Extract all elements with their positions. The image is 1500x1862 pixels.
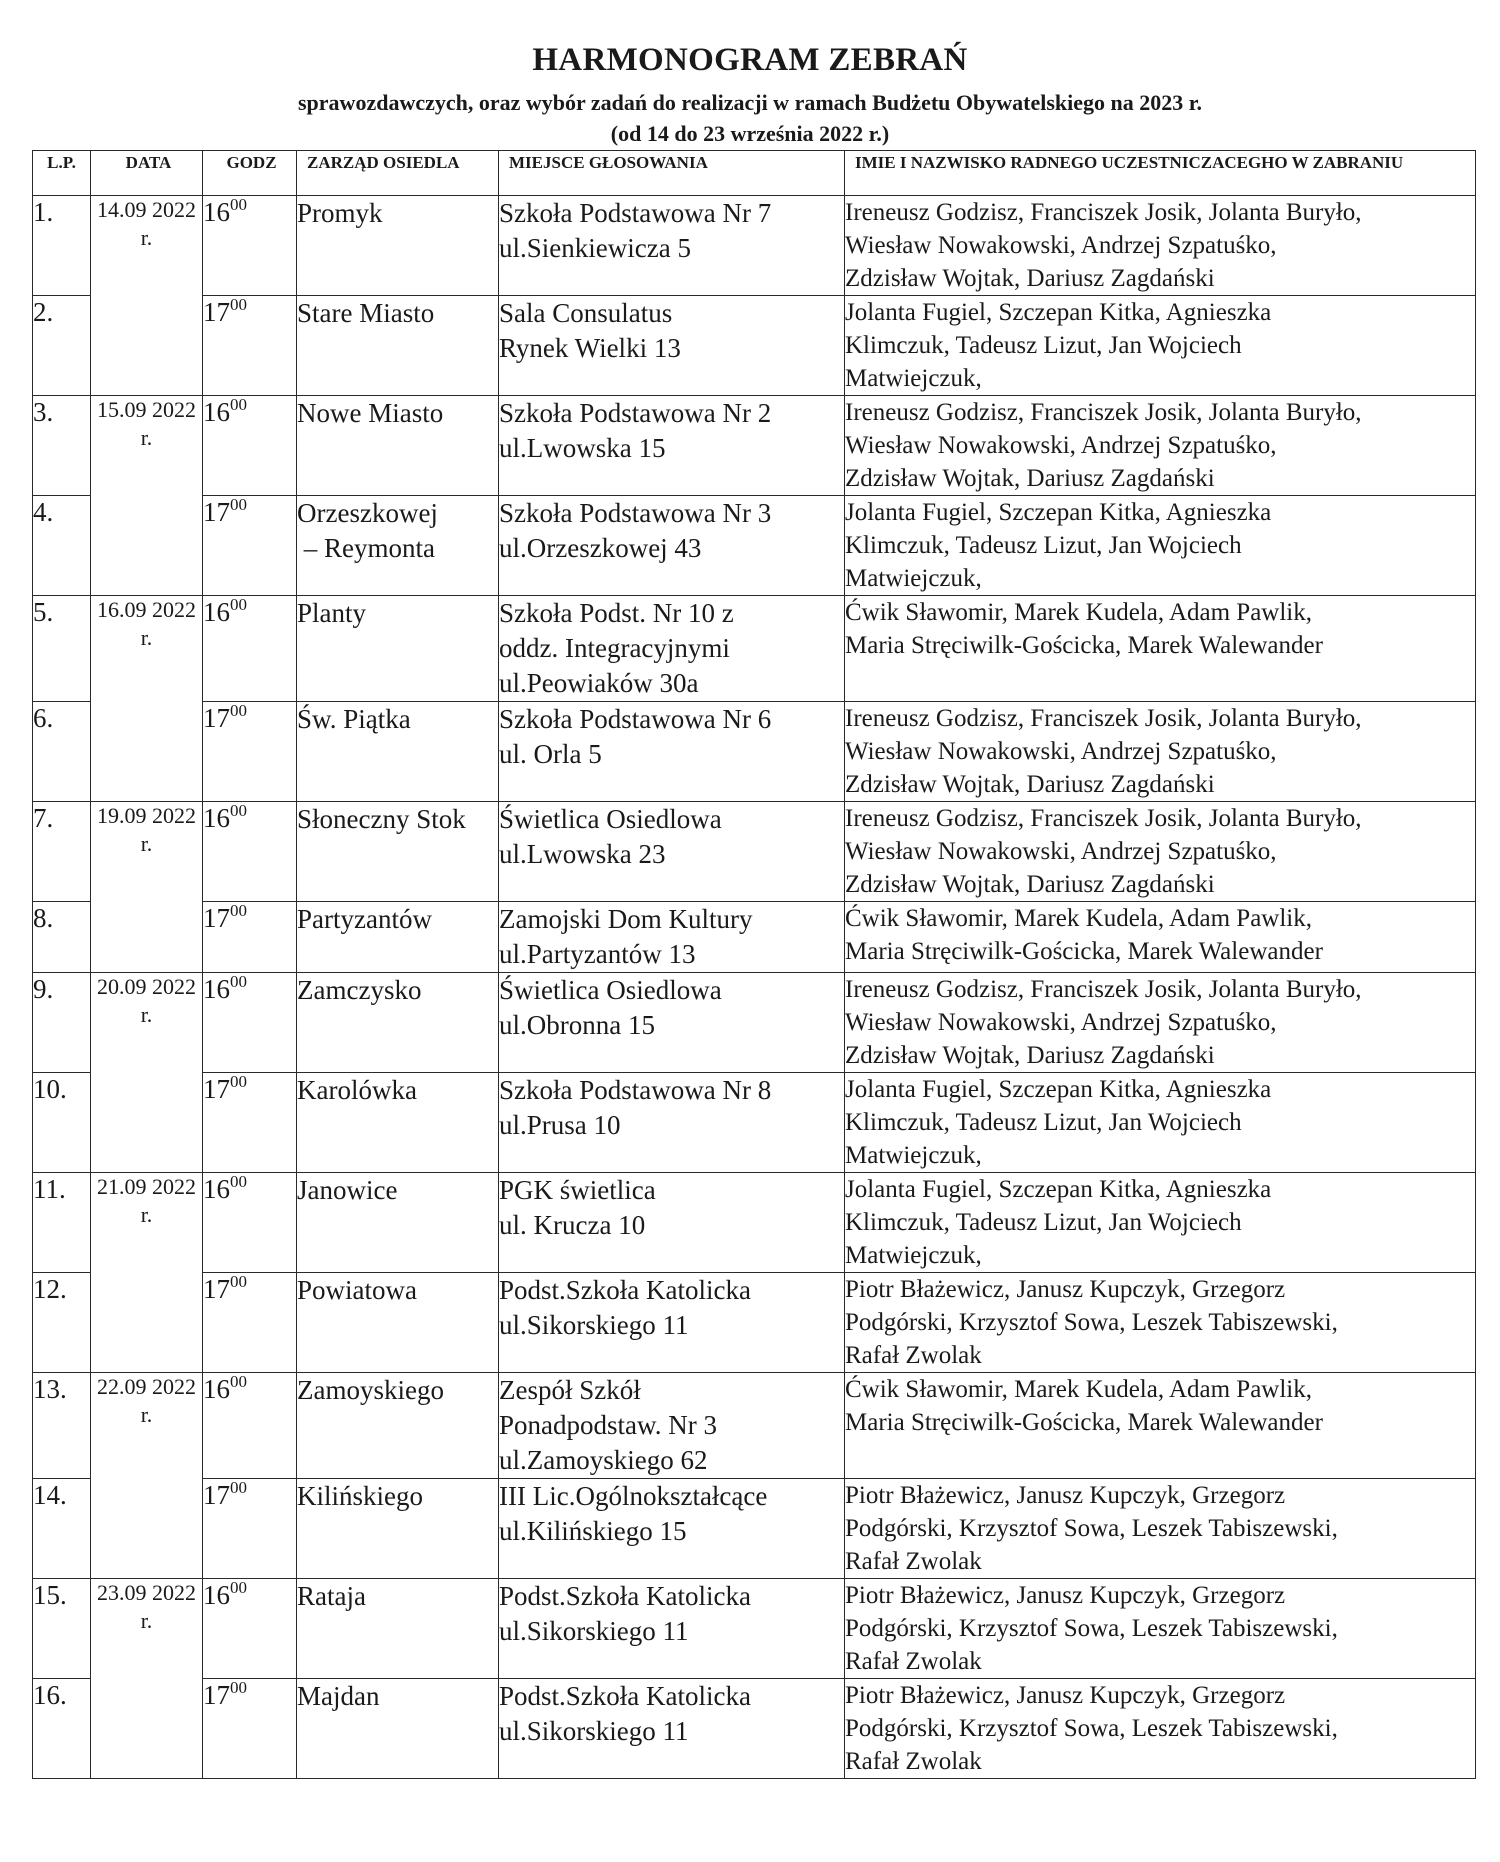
meeting-date: 20.09 2022 r. <box>91 973 203 1173</box>
councillors <box>845 1679 1476 1779</box>
voting-place-line: Szkoła Podstawowa Nr 2 <box>499 398 772 428</box>
board-name: Stare Miasto <box>297 296 499 396</box>
voting-place <box>499 396 845 496</box>
voting-place-line: PGK świetlica <box>499 1175 656 1205</box>
table-row <box>33 1679 1476 1779</box>
column-header-date: DATA <box>91 151 203 196</box>
voting-place-line: Szkoła Podst. Nr 10 z <box>499 598 734 628</box>
voting-place-line: Szkoła Podstawowa Nr 7 <box>499 198 772 228</box>
councillors-line: Matwiejczuk, <box>845 565 982 592</box>
row-number: 4. <box>33 496 91 596</box>
councillors-line: Ćwik Sławomir, Marek Kudela, Adam Pawlik, <box>845 1376 1312 1403</box>
table-row <box>33 1579 1476 1679</box>
meeting-date: 16.09 2022 r. <box>91 596 203 802</box>
column-header-board: ZARZĄD OSIEDLA <box>297 151 499 196</box>
meeting-date: 14.09 2022 r. <box>91 196 203 396</box>
table-row <box>33 1479 1476 1579</box>
table-row <box>33 1073 1476 1173</box>
councillors-line: Wiesław Nowakowski, Andrzej Szpatuśko, <box>845 432 1277 459</box>
voting-place-line: Sala Consulatus <box>499 298 673 328</box>
row-number: 10. <box>33 1073 91 1173</box>
time-hour: 17 <box>203 297 230 327</box>
row-number: 11. <box>33 1173 91 1273</box>
table-row <box>33 496 1476 596</box>
meeting-time <box>203 196 297 296</box>
row-number: 2. <box>33 296 91 396</box>
councillors-line: Rafał Zwolak <box>845 1648 982 1675</box>
table-row <box>33 702 1476 802</box>
board-name: Rataja <box>297 1579 499 1679</box>
councillors-line: Rafał Zwolak <box>845 1548 982 1575</box>
meeting-time <box>203 1173 297 1273</box>
councillors <box>845 196 1476 296</box>
councillors-line: Zdzisław Wojtak, Dariusz Zagdański <box>845 871 1215 898</box>
time-hour: 17 <box>203 1680 230 1710</box>
voting-place-line: ul.Orzeszkowej 43 <box>499 533 702 563</box>
time-hour: 16 <box>203 597 230 627</box>
voting-place <box>499 1173 845 1273</box>
time-minutes: 00 <box>230 1578 247 1597</box>
column-header-lp: L.P. <box>33 151 91 196</box>
meeting-time <box>203 1073 297 1173</box>
board-name: Słoneczny Stok <box>297 802 499 902</box>
councillors <box>845 802 1476 902</box>
councillors <box>845 1173 1476 1273</box>
voting-place-line: ul.Prusa 10 <box>499 1110 621 1140</box>
councillors-line: Wiesław Nowakowski, Andrzej Szpatuśko, <box>845 738 1277 765</box>
time-minutes: 00 <box>230 801 247 820</box>
time-hour: 16 <box>203 1174 230 1204</box>
row-number: 9. <box>33 973 91 1073</box>
time-hour: 17 <box>203 497 230 527</box>
councillors-line: Ireneusz Godzisz, Franciszek Josik, Jolanta Buryło, <box>845 805 1362 832</box>
voting-place-line: ul.Obronna 15 <box>499 1010 655 1040</box>
councillors-line: Podgórski, Krzysztof Sowa, Leszek Tabiszewski, <box>845 1515 1338 1542</box>
table-header-row <box>33 151 1476 196</box>
councillors-line: Jolanta Fugiel, Szczepan Kitka, Agnieszka <box>845 499 1272 526</box>
voting-place <box>499 702 845 802</box>
meeting-time <box>203 296 297 396</box>
voting-place-line: Szkoła Podstawowa Nr 6 <box>499 704 772 734</box>
table-row <box>33 596 1476 702</box>
board-name: Janowice <box>297 1173 499 1273</box>
voting-place-line: ul.Peowiaków 30a <box>499 668 699 698</box>
voting-place-line: ul.Zamoyskiego 62 <box>499 1445 708 1475</box>
voting-place-line: Szkoła Podstawowa Nr 8 <box>499 1075 772 1105</box>
councillors-line: Zdzisław Wojtak, Dariusz Zagdański <box>845 771 1215 798</box>
voting-place-line: Zespół Szkół <box>499 1375 641 1405</box>
time-minutes: 00 <box>230 1072 247 1091</box>
councillors-line: Wiesław Nowakowski, Andrzej Szpatuśko, <box>845 1009 1277 1036</box>
column-header-time: GODZ <box>203 151 297 196</box>
councillors-line: Klimczuk, Tadeusz Lizut, Jan Wojciech <box>845 1109 1242 1136</box>
voting-place <box>499 1679 845 1779</box>
row-number: 7. <box>33 802 91 902</box>
councillors-line: Matwiejczuk, <box>845 1142 982 1169</box>
voting-place <box>499 496 845 596</box>
voting-place-line: ul. Krucza 10 <box>499 1210 646 1240</box>
table-row <box>33 802 1476 902</box>
councillors <box>845 1479 1476 1579</box>
meeting-time <box>203 496 297 596</box>
board-name: Promyk <box>297 196 499 296</box>
table-row <box>33 973 1476 1073</box>
table-row <box>33 902 1476 973</box>
row-number: 16. <box>33 1679 91 1779</box>
time-minutes: 00 <box>230 1478 247 1497</box>
councillors-line: Klimczuk, Tadeusz Lizut, Jan Wojciech <box>845 332 1242 359</box>
voting-place-line: ul.Partyzantów 13 <box>499 939 696 969</box>
meeting-time <box>203 1273 297 1373</box>
voting-place-line: Podst.Szkoła Katolicka <box>499 1581 751 1611</box>
councillors-line: Maria Stręciwilk-Gościcka, Marek Walewander <box>845 1409 1323 1436</box>
councillors-line: Klimczuk, Tadeusz Lizut, Jan Wojciech <box>845 532 1242 559</box>
schedule-table <box>32 150 1476 1779</box>
voting-place <box>499 802 845 902</box>
councillors-line: Wiesław Nowakowski, Andrzej Szpatuśko, <box>845 838 1277 865</box>
councillors-line: Piotr Błażewicz, Janusz Kupczyk, Grzegorz <box>845 1682 1286 1709</box>
voting-place-line: Podst.Szkoła Katolicka <box>499 1681 751 1711</box>
voting-place-line: Rynek Wielki 13 <box>499 333 681 363</box>
voting-place-line: Świetlica Osiedlowa <box>499 975 722 1005</box>
time-minutes: 00 <box>230 972 247 991</box>
councillors-line: Maria Stręciwilk-Gościcka, Marek Walewander <box>845 938 1323 965</box>
meeting-time <box>203 973 297 1073</box>
meeting-time <box>203 702 297 802</box>
councillors <box>845 296 1476 396</box>
document-subtitle: sprawozdawczych, oraz wybór zadań do realizacji w ramach Budżetu Obywatelskiego na 2023 r. <box>298 90 1202 115</box>
board-name: Planty <box>297 596 499 702</box>
time-hour: 16 <box>203 1374 230 1404</box>
meeting-time <box>203 396 297 496</box>
voting-place-line: Ponadpodstaw. Nr 3 <box>499 1410 717 1440</box>
time-minutes: 00 <box>230 395 247 414</box>
councillors-line: Jolanta Fugiel, Szczepan Kitka, Agnieszka <box>845 1076 1272 1103</box>
councillors <box>845 973 1476 1073</box>
time-minutes: 00 <box>230 495 247 514</box>
voting-place-line: Szkoła Podstawowa Nr 3 <box>499 498 772 528</box>
councillors-line: Matwiejczuk, <box>845 1242 982 1269</box>
meeting-date: 23.09 2022 r. <box>91 1579 203 1779</box>
councillors-line: Jolanta Fugiel, Szczepan Kitka, Agnieszka <box>845 1176 1272 1203</box>
board-name: Partyzantów <box>297 902 499 973</box>
voting-place <box>499 196 845 296</box>
councillors <box>845 596 1476 702</box>
time-hour: 17 <box>203 1274 230 1304</box>
meeting-date: 19.09 2022 r. <box>91 802 203 973</box>
voting-place-line: ul.Lwowska 15 <box>499 433 666 463</box>
meeting-date: 21.09 2022 r. <box>91 1173 203 1373</box>
councillors <box>845 396 1476 496</box>
voting-place <box>499 973 845 1073</box>
time-hour: 16 <box>203 803 230 833</box>
meeting-date: 22.09 2022 r. <box>91 1373 203 1579</box>
voting-place-line: Podst.Szkoła Katolicka <box>499 1275 751 1305</box>
time-hour: 16 <box>203 974 230 1004</box>
board-name: Św. Piątka <box>297 702 499 802</box>
time-minutes: 00 <box>230 901 247 920</box>
time-hour: 16 <box>203 397 230 427</box>
voting-place <box>499 1479 845 1579</box>
councillors-line: Piotr Błażewicz, Janusz Kupczyk, Grzegorz <box>845 1276 1286 1303</box>
voting-place-line: ul.Sikorskiego 11 <box>499 1716 689 1746</box>
councillors-line: Rafał Zwolak <box>845 1748 982 1775</box>
time-hour: 17 <box>203 1480 230 1510</box>
voting-place <box>499 1373 845 1479</box>
councillors-line: Podgórski, Krzysztof Sowa, Leszek Tabiszewski, <box>845 1615 1338 1642</box>
councillors-line: Klimczuk, Tadeusz Lizut, Jan Wojciech <box>845 1209 1242 1236</box>
voting-place <box>499 1273 845 1373</box>
time-hour: 16 <box>203 1580 230 1610</box>
row-number: 13. <box>33 1373 91 1479</box>
meeting-time <box>203 802 297 902</box>
councillors-line: Zdzisław Wojtak, Dariusz Zagdański <box>845 265 1215 292</box>
voting-place-line: ul.Lwowska 23 <box>499 839 666 869</box>
voting-place-line: ul.Sikorskiego 11 <box>499 1616 689 1646</box>
row-number: 6. <box>33 702 91 802</box>
councillors-line: Podgórski, Krzysztof Sowa, Leszek Tabiszewski, <box>845 1715 1338 1742</box>
councillors-line: Ireneusz Godzisz, Franciszek Josik, Jolanta Buryło, <box>845 705 1362 732</box>
councillors-line: Ćwik Sławomir, Marek Kudela, Adam Pawlik, <box>845 905 1312 932</box>
meeting-time <box>203 596 297 702</box>
voting-place-line: Świetlica Osiedlowa <box>499 804 722 834</box>
councillors <box>845 1073 1476 1173</box>
voting-place <box>499 296 845 396</box>
voting-place <box>499 596 845 702</box>
councillors-line: Jolanta Fugiel, Szczepan Kitka, Agnieszka <box>845 299 1272 326</box>
voting-place-line: ul.Sikorskiego 11 <box>499 1310 689 1340</box>
meeting-time <box>203 1479 297 1579</box>
voting-place-line: ul.Kilińskiego 15 <box>499 1516 687 1546</box>
councillors-line: Maria Stręciwilk-Gościcka, Marek Walewander <box>845 632 1323 659</box>
councillors-line: Wiesław Nowakowski, Andrzej Szpatuśko, <box>845 232 1277 259</box>
table-row <box>33 296 1476 396</box>
time-minutes: 00 <box>230 1678 247 1697</box>
time-minutes: 00 <box>230 595 247 614</box>
time-hour: 17 <box>203 903 230 933</box>
board-name: Nowe Miasto <box>297 396 499 496</box>
voting-place-line: ul. Orla 5 <box>499 739 602 769</box>
table-row <box>33 1273 1476 1373</box>
time-minutes: 00 <box>230 295 247 314</box>
board-name: Powiatowa <box>297 1273 499 1373</box>
councillors <box>845 1273 1476 1373</box>
board-name: Orzeszkowej – Reymonta <box>297 496 499 596</box>
meeting-time <box>203 1579 297 1679</box>
row-number: 8. <box>33 902 91 973</box>
voting-place-line: oddz. Integracyjnymi <box>499 633 730 663</box>
councillors <box>845 1579 1476 1679</box>
board-name: Kilińskiego <box>297 1479 499 1579</box>
row-number: 14. <box>33 1479 91 1579</box>
time-minutes: 00 <box>230 1272 247 1291</box>
councillors-line: Rafał Zwolak <box>845 1342 982 1369</box>
councillors-line: Piotr Błażewicz, Janusz Kupczyk, Grzegorz <box>845 1482 1286 1509</box>
councillors-line: Zdzisław Wojtak, Dariusz Zagdański <box>845 1042 1215 1069</box>
councillors-line: Podgórski, Krzysztof Sowa, Leszek Tabiszewski, <box>845 1309 1338 1336</box>
time-minutes: 00 <box>230 195 247 214</box>
board-name: Zamoyskiego <box>297 1373 499 1479</box>
row-number: 12. <box>33 1273 91 1373</box>
councillors <box>845 1373 1476 1479</box>
voting-place <box>499 902 845 973</box>
row-number: 5. <box>33 596 91 702</box>
row-number: 3. <box>33 396 91 496</box>
document-period: (od 14 do 23 września 2022 r.) <box>610 121 890 146</box>
table-row <box>33 396 1476 496</box>
meeting-date: 15.09 2022 r. <box>91 396 203 596</box>
time-hour: 16 <box>203 197 230 227</box>
time-hour: 17 <box>203 1074 230 1104</box>
board-name: Majdan <box>297 1679 499 1779</box>
voting-place <box>499 1579 845 1679</box>
time-minutes: 00 <box>230 701 247 720</box>
voting-place-line: III Lic.Ogólnokształcące <box>499 1481 768 1511</box>
board-name: Karolówka <box>297 1073 499 1173</box>
meeting-time <box>203 1679 297 1779</box>
table-row <box>33 1173 1476 1273</box>
column-header-place: MIEJSCE GŁOSOWANIA <box>499 151 845 196</box>
councillors <box>845 496 1476 596</box>
councillors-line: Ireneusz Godzisz, Franciszek Josik, Jolanta Buryło, <box>845 976 1362 1003</box>
councillors-line: Zdzisław Wojtak, Dariusz Zagdański <box>845 465 1215 492</box>
councillors-line: Ćwik Sławomir, Marek Kudela, Adam Pawlik, <box>845 599 1312 626</box>
time-minutes: 00 <box>230 1372 247 1391</box>
voting-place <box>499 1073 845 1173</box>
voting-place-line: Zamojski Dom Kultury <box>499 904 753 934</box>
row-number: 15. <box>33 1579 91 1679</box>
time-minutes: 00 <box>230 1172 247 1191</box>
table-row <box>33 1373 1476 1479</box>
councillors <box>845 702 1476 802</box>
voting-place-line: ul.Sienkiewicza 5 <box>499 233 691 263</box>
councillors-line: Ireneusz Godzisz, Franciszek Josik, Jolanta Buryło, <box>845 399 1362 426</box>
councillors-line: Piotr Błażewicz, Janusz Kupczyk, Grzegorz <box>845 1582 1286 1609</box>
document-title: HARMONOGRAM ZEBRAŃ <box>532 42 968 78</box>
table-row <box>33 196 1476 296</box>
meeting-time <box>203 902 297 973</box>
councillors <box>845 902 1476 973</box>
meeting-time <box>203 1373 297 1479</box>
time-hour: 17 <box>203 703 230 733</box>
councillors-line: Ireneusz Godzisz, Franciszek Josik, Jolanta Buryło, <box>845 199 1362 226</box>
board-name: Zamczysko <box>297 973 499 1073</box>
row-number: 1. <box>33 196 91 296</box>
column-header-councillors: IMIE I NAZWISKO RADNEGO UCZESTNICZACEGHO W ZABRANIU <box>845 151 1476 196</box>
councillors-line: Matwiejczuk, <box>845 365 982 392</box>
